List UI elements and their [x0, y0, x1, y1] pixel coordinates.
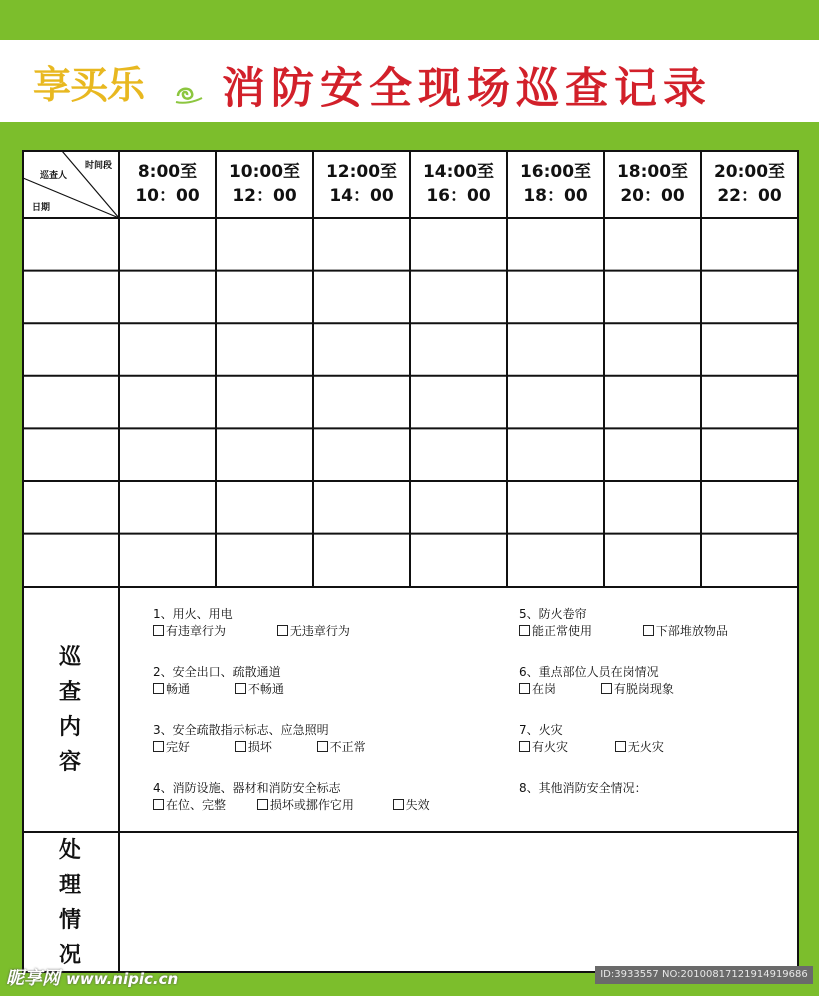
checkbox-option[interactable]: 下部堆放物品	[643, 623, 728, 640]
time-slot-header	[313, 150, 410, 218]
inspection-item-1	[153, 606, 350, 640]
time-slot-end: 20：00	[620, 186, 685, 206]
inspection-item-2	[153, 664, 284, 698]
time-slot-start: 18:00至	[616, 162, 689, 182]
label-char: 内	[58, 714, 81, 740]
checkbox-option[interactable]: 有违章行为	[153, 623, 273, 640]
checkbox-option[interactable]: 畅通	[153, 681, 231, 698]
time-slot-header	[119, 150, 216, 218]
time-slot-header	[507, 150, 604, 218]
label-char: 理	[58, 872, 81, 898]
item-title: 6、重点部位人员在岗情况	[519, 665, 659, 679]
label-char: 处	[58, 837, 81, 863]
inspection-item-6	[519, 664, 674, 698]
inspection-item-4	[153, 780, 430, 814]
time-slot-header	[410, 150, 507, 218]
time-slot-end: 22：00	[717, 186, 782, 206]
item-title: 7、火灾	[519, 723, 563, 737]
time-slot-start: 20:00至	[713, 162, 786, 182]
time-slot-header	[701, 150, 798, 218]
checkbox-option[interactable]: 无火灾	[615, 739, 664, 756]
checkbox-option[interactable]: 有火灾	[519, 739, 611, 756]
label-char: 况	[58, 942, 81, 968]
checkbox-option[interactable]: 不畅通	[235, 681, 284, 698]
logo-swirl-icon	[174, 82, 204, 106]
checkbox-option[interactable]: 完好	[153, 739, 231, 756]
checkbox-option[interactable]: 在岗	[519, 681, 597, 698]
watermark-site: www.nipic.cn	[66, 970, 179, 988]
watermark-brand	[6, 964, 178, 990]
time-slot-end: 12：00	[232, 186, 297, 206]
watermark-id: ID:3933557 NO:20100817121914919686	[595, 966, 813, 984]
time-slot-end: 16：00	[426, 186, 491, 206]
item-title: 2、安全出口、疏散通道	[153, 665, 281, 679]
time-slot-end: 14：00	[329, 186, 394, 206]
inspection-item-7	[519, 722, 664, 756]
item-title: 8、其他消防安全情况：	[519, 781, 647, 795]
checkbox-option[interactable]: 失效	[393, 797, 430, 814]
item-title: 5、防火卷帘	[519, 607, 587, 621]
time-slot-start: 12:00至	[325, 162, 398, 182]
time-slot-start: 10:00至	[228, 162, 301, 182]
handling-status-label	[22, 832, 118, 973]
time-slot-header	[604, 150, 701, 218]
label-char: 情	[58, 907, 81, 933]
inspection-content-label	[22, 587, 118, 832]
time-slot-start: 14:00至	[422, 162, 495, 182]
time-slot-start: 8:00至	[137, 162, 198, 182]
checkbox-option[interactable]: 无违章行为	[277, 623, 350, 640]
table-grid	[22, 150, 799, 973]
inspection-item-8	[519, 780, 647, 797]
inspection-item-3	[153, 722, 366, 756]
watermark-brand-text: 昵享网	[6, 968, 60, 989]
inspection-item-5	[519, 606, 728, 640]
time-slot-start: 16:00至	[519, 162, 592, 182]
label-char: 巡	[58, 644, 81, 670]
page-title: 消防安全现场巡查记录	[222, 64, 712, 114]
corner-label-inspector: 巡查人	[40, 171, 68, 181]
checkbox-option[interactable]: 损坏或挪作它用	[257, 797, 389, 814]
item-title: 3、安全疏散指示标志、应急照明	[153, 723, 329, 737]
checkbox-option[interactable]: 能正常使用	[519, 623, 639, 640]
corner-label-date: 日期	[32, 203, 51, 213]
checkbox-option[interactable]: 损坏	[235, 739, 313, 756]
time-slot-end: 18：00	[523, 186, 588, 206]
corner-label-time: 时间段	[85, 161, 113, 171]
item-title: 4、消防设施、器材和消防安全标志	[153, 781, 341, 795]
time-slot-header	[216, 150, 313, 218]
inspection-sheet	[22, 150, 799, 973]
checkbox-option[interactable]: 在位、完整	[153, 797, 253, 814]
label-char: 查	[58, 679, 81, 705]
time-slot-end: 10：00	[135, 186, 200, 206]
item-title: 1、用火、用电	[153, 607, 233, 621]
label-char: 容	[58, 749, 81, 775]
brand-logo: 享买乐	[33, 63, 145, 107]
checkbox-option[interactable]: 不正常	[317, 739, 366, 756]
checkbox-option[interactable]: 有脱岗现象	[601, 681, 674, 698]
